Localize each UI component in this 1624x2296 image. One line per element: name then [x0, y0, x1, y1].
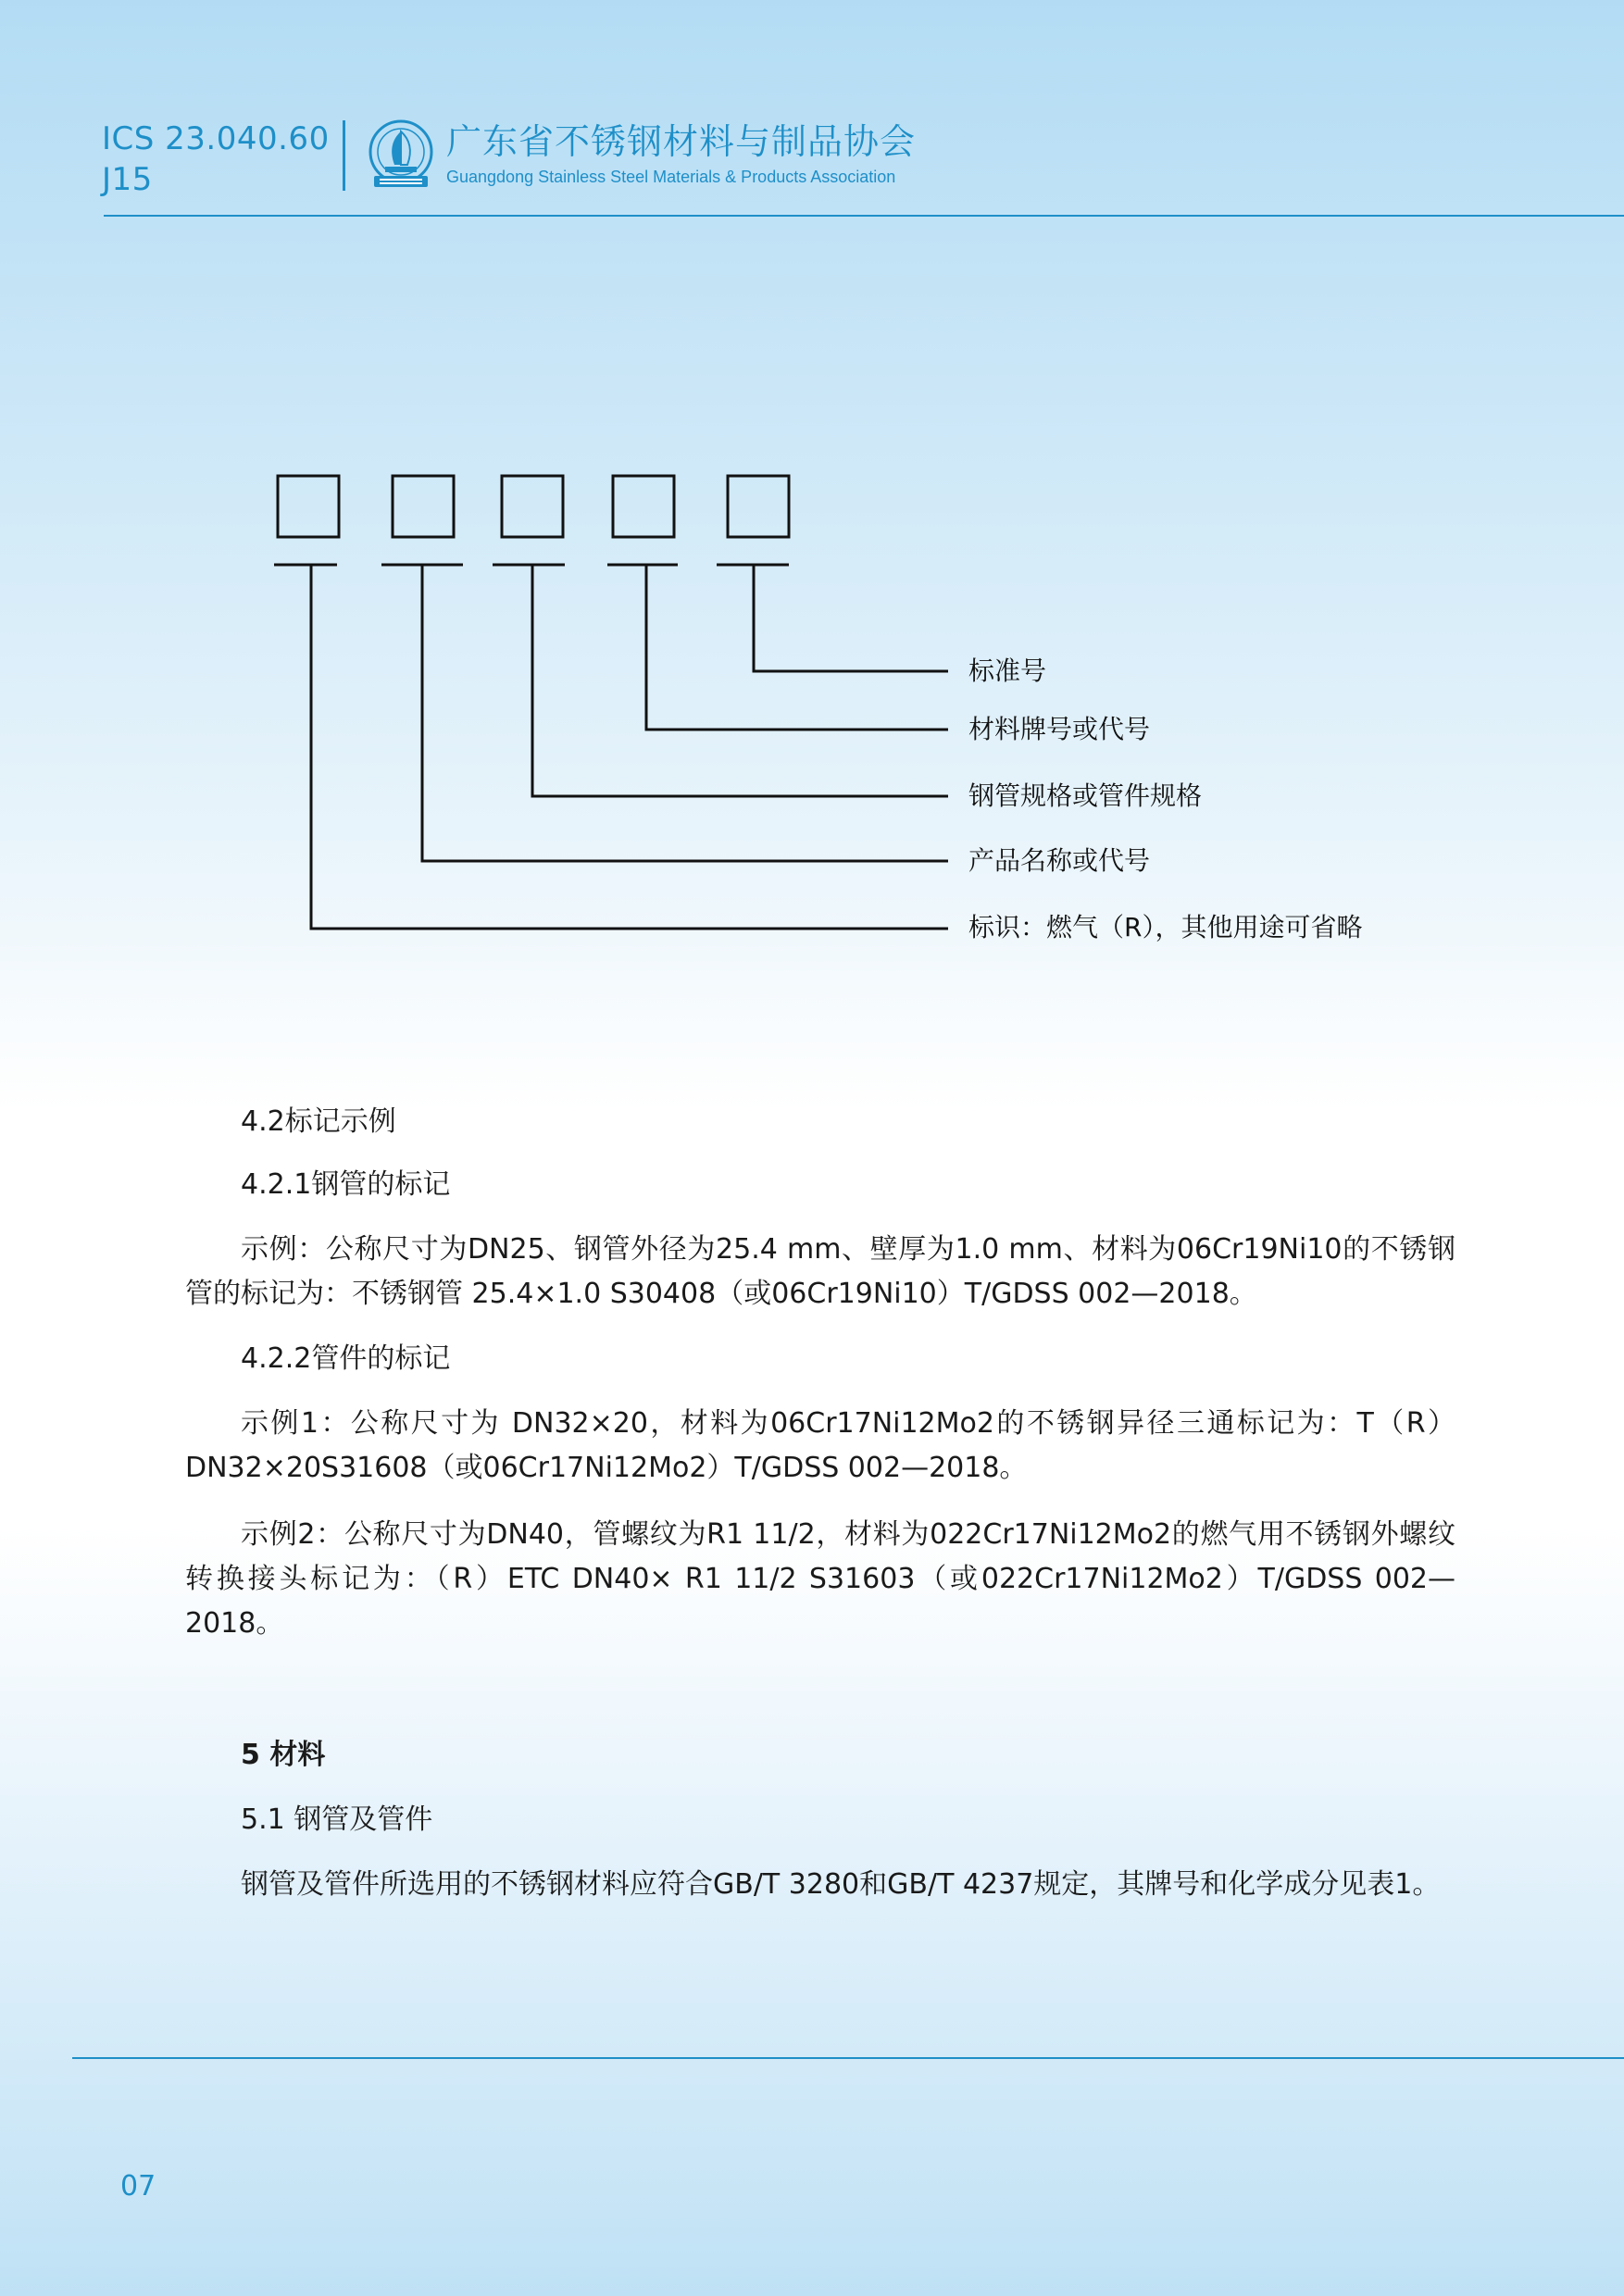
footer-rule — [72, 2057, 1624, 2059]
example-pipe-marking: 示例：公称尺寸为DN25、钢管外径为25.4 mm、壁厚为1.0 mm、材料为06Cr19Ni10的不锈钢管的标记为：不锈钢管 25.4×1.0 S30408（或06Cr19Ni10）T/GDSS 002—2018。 — [185, 1233, 1455, 1310]
page-number: 07 — [120, 2170, 156, 2202]
label-material-grade: 材料牌号或代号 — [968, 714, 1151, 744]
association-name-en: Guangdong Stainless Steel Materials & Products Association — [446, 168, 896, 186]
box-specification — [502, 476, 563, 537]
leader-material — [646, 565, 948, 730]
heading-4-2-2: 4.2.2管件的标记 — [241, 1342, 451, 1375]
example-1-fitting-marking: 示例1：公称尺寸为 DN32×20，材料为06Cr17Ni12Mo2的不锈钢异径三通标记为：T（R）DN32×20S31608（或06Cr17Ni12Mo2）T/GDSS 002—2018。 — [185, 1407, 1455, 1484]
label-specification: 钢管规格或管件规格 — [968, 780, 1203, 811]
paragraph-5-1: 钢管及管件所选用的不锈钢材料应符合GB/T 3280和GB/T 4237规定，其牌号和化学成分见表1。 — [241, 1868, 1441, 1901]
association-name-cn: 广东省不锈钢材料与制品协会 — [446, 121, 917, 162]
marking-diagram — [0, 0, 1624, 1018]
box-material — [613, 476, 674, 537]
leader-identifier — [311, 565, 948, 929]
box-identifier — [278, 476, 339, 537]
label-standard-number: 标准号 — [968, 655, 1047, 686]
heading-4-2-1: 4.2.1钢管的标记 — [241, 1168, 451, 1201]
class-code: J15 — [102, 161, 153, 198]
leader-standard — [754, 565, 948, 671]
heading-5-materials: 5 材料 — [241, 1739, 326, 1771]
ics-code: ICS 23.040.60 — [102, 120, 330, 157]
example-2-fitting-marking: 示例2：公称尺寸为DN40，管螺纹为R1 11/2，材料为022Cr17Ni12Mo2的燃气用不锈钢外螺纹转换接头标记为：（R）ETC DN40× R1 11/2 S31603（或022Cr17Ni12Mo2）T/GDSS 002—2018。 — [185, 1518, 1455, 1640]
heading-4-2: 4.2标记示例 — [241, 1105, 396, 1138]
label-product-name: 产品名称或代号 — [968, 845, 1151, 876]
leader-specification — [532, 565, 948, 796]
label-identifier: 标识：燃气（R），其他用途可省略 — [968, 912, 1363, 942]
box-product-name — [393, 476, 454, 537]
heading-5-1: 5.1 钢管及管件 — [241, 1803, 433, 1836]
box-standard — [728, 476, 789, 537]
leader-product-name — [422, 565, 948, 861]
